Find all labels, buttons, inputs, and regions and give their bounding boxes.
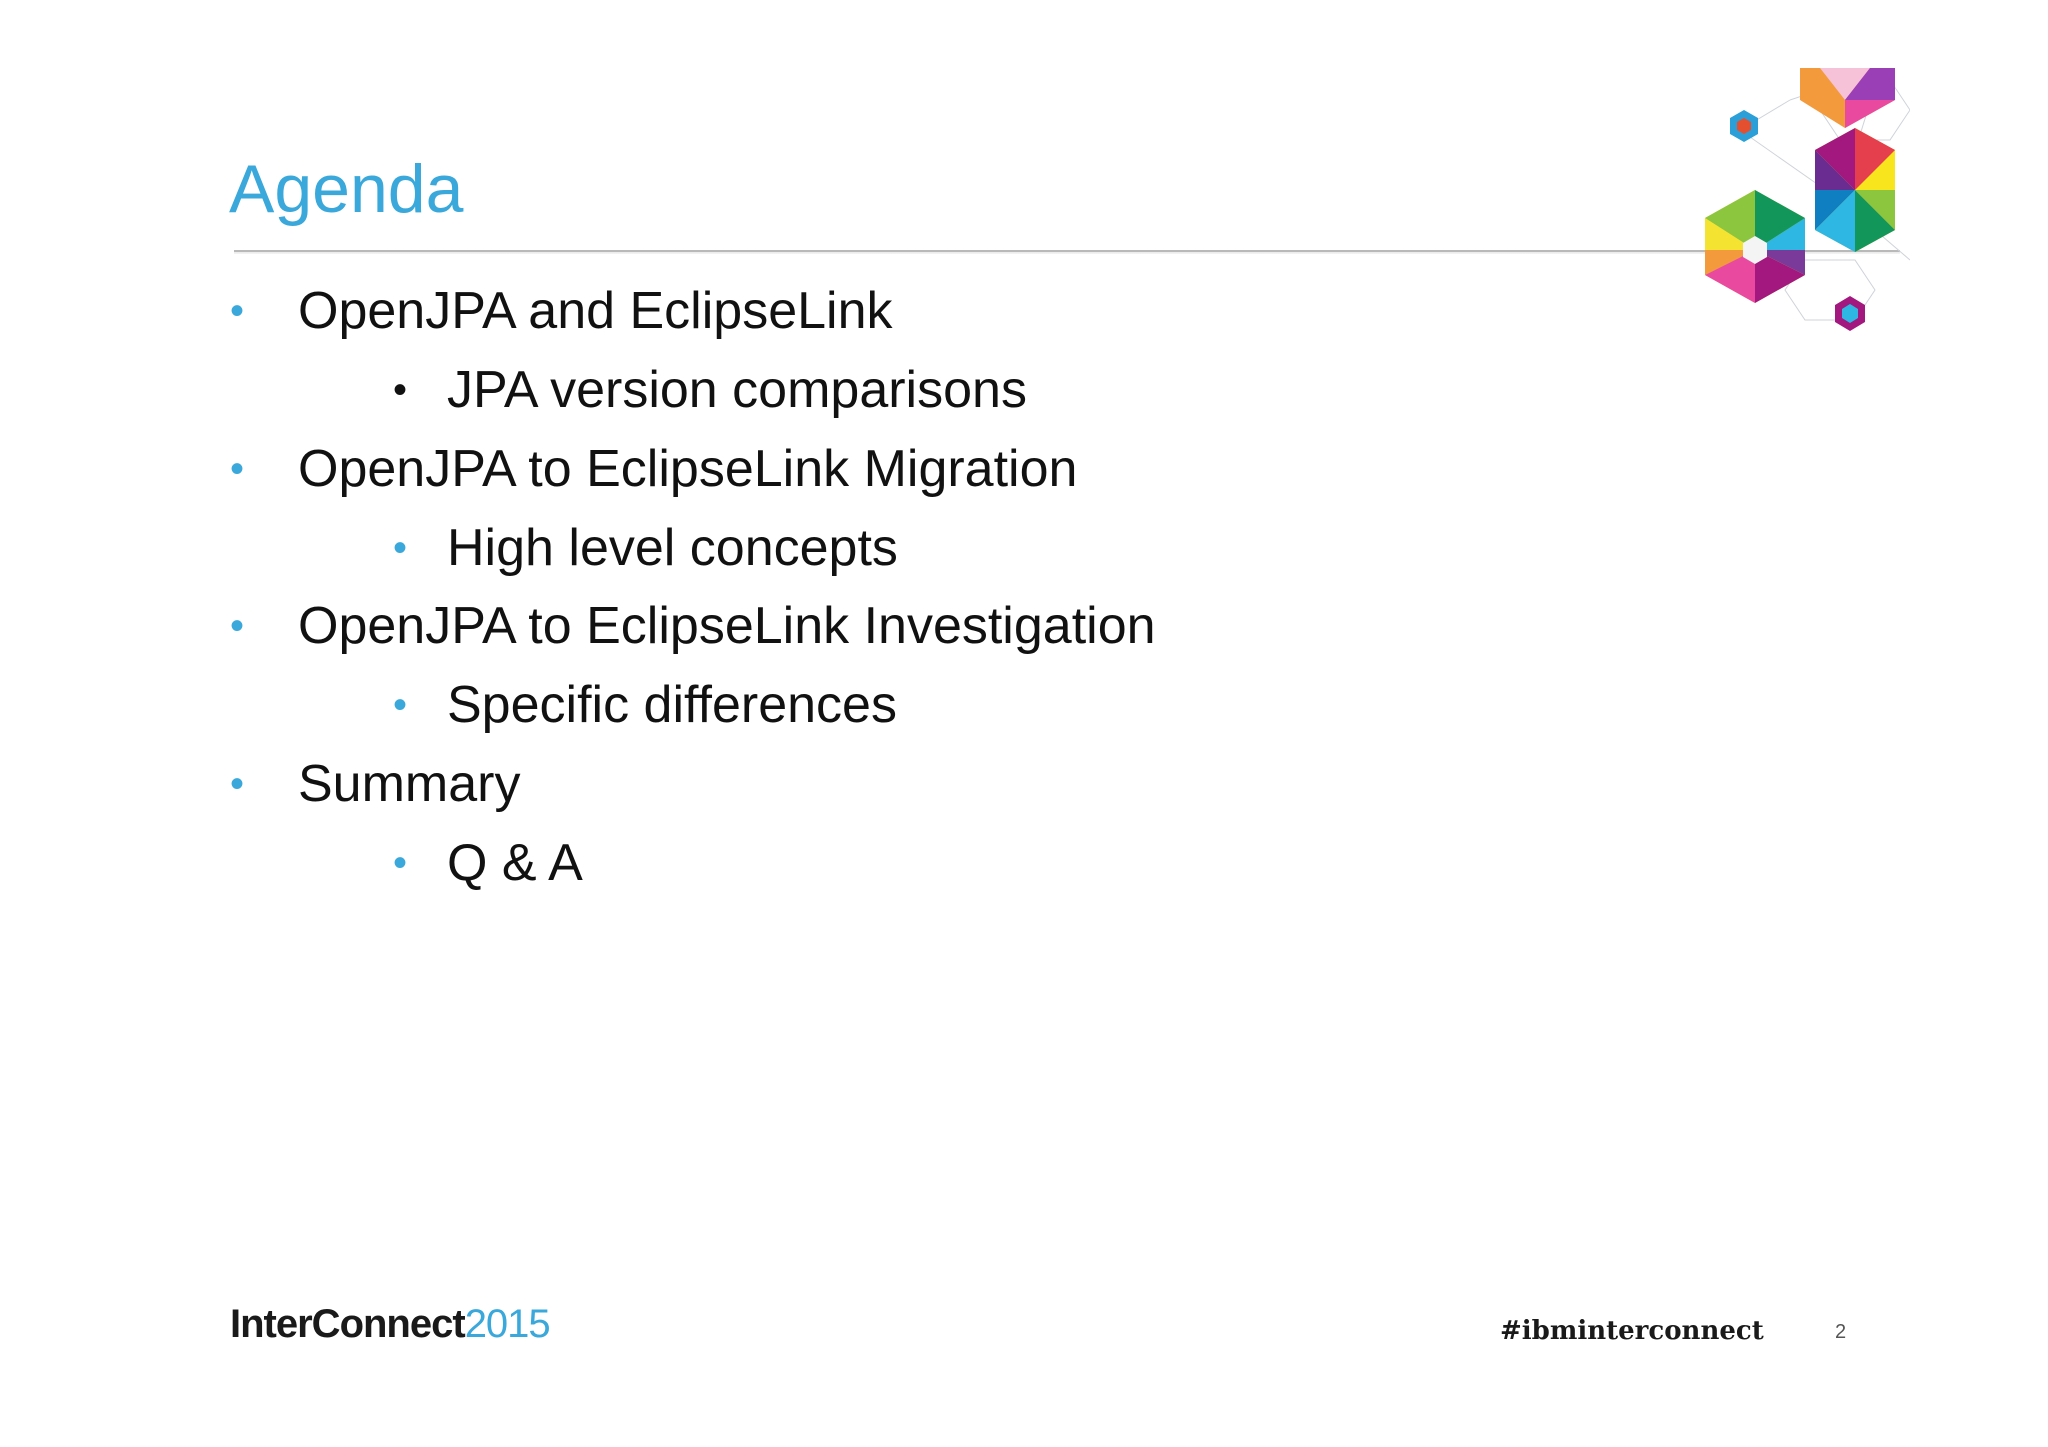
brand-name: InterConnect (230, 1302, 465, 1346)
agenda-item-text: OpenJPA and EclipseLink (298, 282, 893, 340)
bullet-icon: • (393, 683, 408, 727)
agenda-subitem-1 (393, 350, 1027, 430)
bullet-icon: • (230, 604, 245, 648)
page-number: 2 (1835, 1321, 1847, 1343)
agenda-item-4 (230, 744, 521, 824)
bullet-icon: • (230, 289, 245, 333)
agenda-subitem-2 (393, 508, 898, 588)
agenda-item-text: OpenJPA to EclipseLink Investigation (298, 597, 1156, 655)
agenda-item-3 (230, 586, 1156, 666)
agenda-subitem-text: Specific differences (447, 676, 897, 734)
bullet-icon: • (230, 762, 245, 806)
agenda-item-text: OpenJPA to EclipseLink Migration (298, 440, 1078, 498)
slide-title: Agenda (229, 151, 464, 227)
agenda-subitem-text: Q & A (447, 834, 583, 892)
bullet-icon: • (230, 447, 245, 491)
agenda-item-text: Summary (298, 755, 521, 813)
agenda-subitem-text: JPA version comparisons (447, 361, 1027, 419)
bullet-icon: • (393, 841, 408, 885)
brand-year: 2015 (464, 1302, 550, 1346)
agenda-item-1 (230, 271, 893, 351)
bullet-icon: • (393, 368, 408, 412)
agenda-item-2 (230, 429, 1078, 509)
agenda-subitem-4 (393, 823, 583, 903)
colorful-hexagon-cluster-icon (1680, 60, 1910, 340)
footer-brand-logo (230, 1304, 550, 1344)
bullet-icon: • (393, 526, 408, 570)
footer-hashtag: #ibminterconnect (1500, 1316, 1764, 1346)
agenda-subitem-3 (393, 665, 897, 745)
title-divider (234, 250, 1900, 254)
agenda-subitem-text: High level concepts (447, 519, 898, 577)
